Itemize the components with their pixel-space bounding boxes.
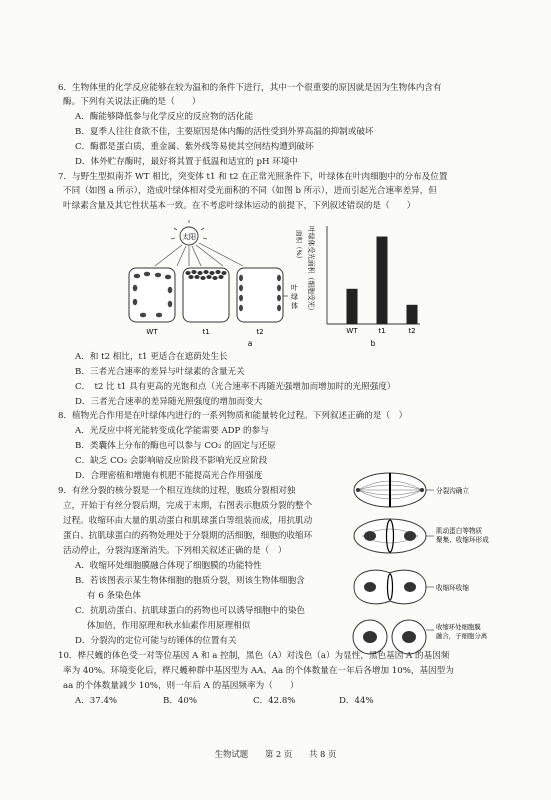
q6-stem-line-2: 酶。下列有关说法正确的是（ ） bbox=[63, 97, 201, 107]
label-actin-1: 肌动蛋白等物质 bbox=[436, 527, 483, 535]
q9-stem-line-3: 过程。收缩环由大量的肌动蛋白和肌球蛋白等组装而成，用抗肌动 bbox=[63, 516, 313, 526]
chart-x-ticks bbox=[346, 327, 415, 335]
side-label-1: 叶 bbox=[291, 284, 298, 292]
q8-stem: 8．植物光合作用是在叶绿体内进行的一系列物质和能量转化过程。下列叙述正确的是（ ） bbox=[58, 411, 408, 421]
x-tick-wt: WT bbox=[346, 327, 358, 335]
q9-option-c-line-1: C．抗肌动蛋白、抗肌球蛋白的药物也可以诱导细胞中的染色 bbox=[75, 606, 306, 616]
bar-t2 bbox=[407, 305, 418, 324]
q10-stem-line-3: aa 的个体数量减少 10%，则一年后 A 的基因频率为（ ） bbox=[63, 681, 299, 691]
q7-option-d: D．三者光合速率的差异随光照强度的增加而变大 bbox=[75, 397, 263, 407]
label-fusion-2: 融合，子细胞分离 bbox=[436, 632, 488, 640]
cell-label-t2: t2 bbox=[256, 328, 264, 336]
label-fusion-1: 收缩环处细胞膜 bbox=[436, 623, 481, 631]
light-rays bbox=[155, 243, 243, 266]
chart-ylabel: 叶绿体受光面积（细胞受光） bbox=[307, 226, 315, 315]
chart-ylabel-prefix: 面积（%） bbox=[295, 230, 303, 263]
stage-3-cell bbox=[354, 570, 426, 604]
stage-4-cell bbox=[353, 620, 426, 654]
q6-stem-line-1: 6．生物体里的化学反应能够在较为温和的条件下进行，其中一个很重要的原因就是因为生物体内含有 bbox=[58, 83, 442, 93]
q8-option-c: C．缺乏 CO₂ 会影响暗反应阶段不影响光反应阶段 bbox=[75, 456, 268, 466]
q8-option-b: B．类囊体上分布的酶也可以参与 CO₂ 的固定与还原 bbox=[75, 441, 276, 451]
q9-stem-line-4: 蛋白、抗肌球蛋白的药物处理处于分裂期的活细胞，细胞的收缩环 bbox=[63, 531, 313, 541]
q9-option-b-line-2: 有 6 条染色体 bbox=[87, 591, 141, 601]
q7-option-a: A．和 t2 相比，t1 更适合在遮荫处生长 bbox=[75, 352, 228, 362]
label-contract: 收缩环收缩 bbox=[436, 584, 469, 592]
q9-stem-line-5: 活动停止，分裂沟逐渐消失。下列相关叙述正确的是（ ） bbox=[63, 546, 287, 556]
q7-stem-line-2: 不同（如图 a 所示），造成叶绿体相对受光面积的不同（如图 b 所示），进而引起光合速率差异，但 bbox=[63, 186, 437, 196]
stage-2-cell bbox=[354, 519, 426, 553]
q10-option-d: D．44% bbox=[339, 696, 374, 706]
q6-option-a: A．酶能够降低参与化学反应的反应物的活化能 bbox=[75, 112, 254, 122]
q10-stem-line-2: 率为 40%。环境变化后，桦尺蠖种群中基因型为 AA、Aa 的个体数量在一年后各增加 10%，基因型为 bbox=[63, 666, 454, 676]
x-tick-t2: t2 bbox=[408, 327, 416, 335]
cell-label-t1: t1 bbox=[202, 328, 210, 336]
figure-b-bar-chart bbox=[285, 218, 425, 348]
stage-1-cell bbox=[354, 473, 426, 507]
q6-option-c: C．酶都是蛋白质，重金属、紫外线等易使其空间结构遭到破坏 bbox=[75, 142, 314, 152]
q7-stem-line-1: 7．与野生型拟南芥 WT 相比，突变体 t1 和 t2 在正常光照条件下，叶绿体在叶肉细胞中的分布及位置 bbox=[58, 172, 448, 182]
cell-label-wt: WT bbox=[146, 328, 158, 336]
q7-option-c: C． t2 比 t1 具有更高的光饱和点（光合速率不再随光强增加而增加时的光照强度） bbox=[75, 382, 396, 392]
q9-stem-line-1: 9．有丝分裂的核分裂是一个相互连续的过程，胞质分裂相对独 bbox=[58, 486, 296, 496]
q10-option-b: B．40% bbox=[163, 696, 198, 706]
figure-b-caption: b bbox=[370, 339, 376, 348]
chart-bars bbox=[347, 237, 418, 324]
q9-option-c-line-2: 体加倍，作用原理和秋水仙素作用原理相似 bbox=[87, 621, 251, 631]
q10-option-a: A．37.4% bbox=[75, 696, 118, 706]
figure-a-caption: a bbox=[247, 339, 253, 348]
page-footer: 生物试题 第 2 页 共 8 页 bbox=[214, 749, 337, 759]
q8-option-d: D．合理密植和增施有机肥不能提高光合作用强度 bbox=[75, 471, 263, 481]
q9-option-a: A．收缩环处细胞膜融合体现了细胞膜的功能特性 bbox=[75, 561, 262, 571]
figure-a-chloroplast-cells bbox=[125, 218, 298, 348]
q10-option-c: C．42.8% bbox=[253, 696, 296, 706]
figure-cytokinesis bbox=[348, 470, 498, 660]
q7-option-b: B．三者光合速率的差异与叶绿素的含量无关 bbox=[75, 367, 245, 377]
t2-cell bbox=[237, 268, 283, 322]
q8-option-a: A．光反应中将光能转变成化学能需要 ADP 的参与 bbox=[75, 426, 269, 436]
bar-wt bbox=[347, 289, 358, 324]
sun-label: 太阳 bbox=[182, 233, 196, 241]
q9-stem-line-2: 立，开始于有丝分裂后期，完成于末期，右图表示胞质分裂的整个 bbox=[63, 501, 313, 511]
q6-option-b: B．夏季人往往食欲不佳，主要原因是体内酶的活性受到外界高温的抑制或破坏 bbox=[75, 127, 374, 137]
q9-option-b-line-1: B．若该图表示某生物体细胞的胞质分裂，则该生物体细胞含 bbox=[75, 576, 305, 586]
q9-option-d: D．分裂沟的定位可能与纺锤体的位置有关 bbox=[75, 636, 237, 646]
q10-options bbox=[75, 696, 374, 707]
q7-stem-line-3: 叶绿素含量及其它性状基本一致。在不考虑叶绿体运动的前提下，下列叙述错误的是（ ） bbox=[63, 201, 416, 211]
side-label-2: 绿 bbox=[291, 293, 298, 301]
side-label-3: 体 bbox=[291, 302, 298, 310]
q10-stem-line-1: 10．桦尺蠖的体色受一对等位基因 A 和 a 控制，黑色（A）对浅色（a）为显性，黑色基因 A 的基因频 bbox=[58, 651, 450, 661]
x-tick-t1: t1 bbox=[378, 327, 386, 335]
label-furrow: 分裂沟确立 bbox=[436, 487, 469, 495]
bar-t1 bbox=[377, 237, 388, 324]
label-actin-2: 聚集、收缩环形成 bbox=[436, 536, 489, 544]
q6-option-d: D．体外贮存酶时，最好将其置于低温和适宜的 pH 环境中 bbox=[75, 157, 299, 167]
